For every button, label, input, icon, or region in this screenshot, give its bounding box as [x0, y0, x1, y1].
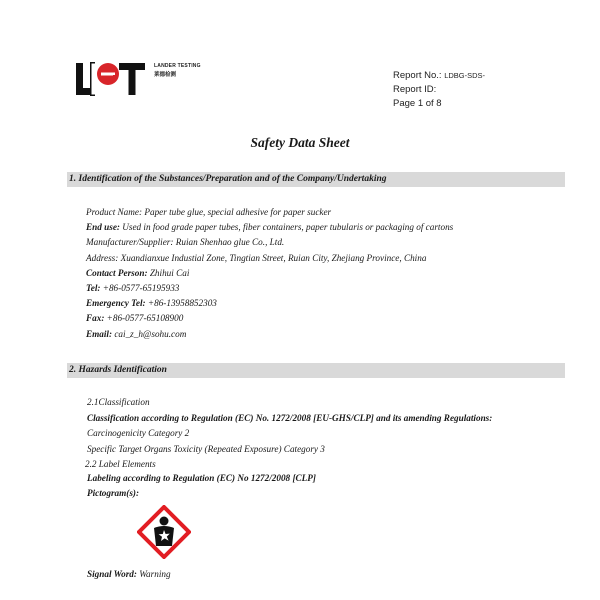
classification-heading: 2.1Classification: [87, 397, 150, 407]
logo-text-chinese: 莱德检测: [154, 72, 177, 78]
signal-word-value: Warning: [136, 569, 171, 579]
email-line: [86, 327, 453, 342]
labeling-regulation: Labeling according to Regulation (EC) No 1272/2008 [CLP]: [87, 473, 316, 483]
report-id-label: Report ID:: [393, 84, 437, 95]
report-number-line: [393, 69, 485, 83]
emergency-tel-value: +86-13958852303: [145, 298, 217, 309]
lander-logo-icon: [75, 62, 151, 96]
signal-word-label: Signal Word:: [87, 569, 137, 579]
manufacturer-value: Ruian Shenhao glue Co., Ltd.: [173, 237, 285, 248]
report-number-value: LDBG-SDS-: [444, 71, 486, 80]
address-value: Xuandianxue Industial Zone, Tingtian Street, Ruian City, Zhejiang Province, China: [118, 252, 427, 263]
email-label: Email:: [86, 328, 113, 339]
tel-label: Tel:: [86, 283, 101, 294]
ghs08-health-hazard-icon: [137, 505, 191, 559]
section-1-content: [86, 205, 453, 342]
product-name-value: Paper tube glue, special adhesive for paper sucker: [142, 207, 332, 217]
signal-word-line: [87, 567, 171, 582]
end-use-label: End use:: [86, 222, 120, 233]
address-line: [86, 251, 453, 266]
label-elements-block: [85, 457, 156, 472]
company-logo: [75, 62, 201, 96]
hazard-stot-re: Specific Target Organs Toxicity (Repeated Exposure) Category 3: [87, 443, 325, 454]
section-1-heading: 1. Identification of the Substances/Preparation and of the Company/Undertaking: [67, 172, 565, 187]
fax-line: [86, 311, 453, 326]
pictogram-label: Pictogram(s):: [87, 488, 140, 498]
report-meta: [393, 69, 485, 111]
emergency-tel-line: [86, 296, 453, 311]
fax-value: +86-0577-65108900: [104, 313, 184, 324]
hazard-carcinogenicity: Carcinogenicity Category 2: [87, 428, 190, 438]
emergency-tel-label: Emergency Tel:: [86, 298, 146, 309]
labeling-block: [87, 471, 316, 501]
end-use-value: Used in food grade paper tubes, fiber containers, paper tubularis or packaging of cartons: [119, 222, 454, 233]
classification-regulation: Classification according to Regulation (EC) No. 1272/2008 [EU-GHS/CLP] and its amending Regulations:: [87, 412, 493, 423]
manufacturer-line: [86, 235, 453, 250]
end-use-line: [86, 220, 453, 235]
product-name-label: Product Name:: [86, 207, 143, 217]
label-elements-heading: 2.2 Label Elements: [85, 459, 156, 469]
product-name-line: [86, 205, 453, 220]
contact-person-value: Zhihui Cai: [147, 267, 190, 278]
section-2-heading: 2. Hazards Identification: [67, 363, 565, 378]
contact-person-label: Contact Person:: [86, 267, 148, 278]
contact-person-line: [86, 266, 453, 281]
email-value: cai_z_h@sohu.com: [112, 328, 187, 339]
manufacturer-label: Manufacturer/Supplier:: [86, 237, 174, 248]
document-title: Safety Data Sheet: [250, 135, 350, 150]
tel-value: +86-0577-65195933: [100, 283, 180, 294]
page-indicator: Page 1 of 8: [393, 98, 442, 109]
address-label: Address:: [86, 252, 119, 263]
section-2-content: [87, 395, 492, 457]
report-number-label: Report No.:: [393, 70, 442, 81]
tel-line: [86, 281, 453, 296]
logo-text-english: LANDER TESTING: [154, 63, 201, 69]
fax-label: Fax:: [86, 313, 105, 324]
